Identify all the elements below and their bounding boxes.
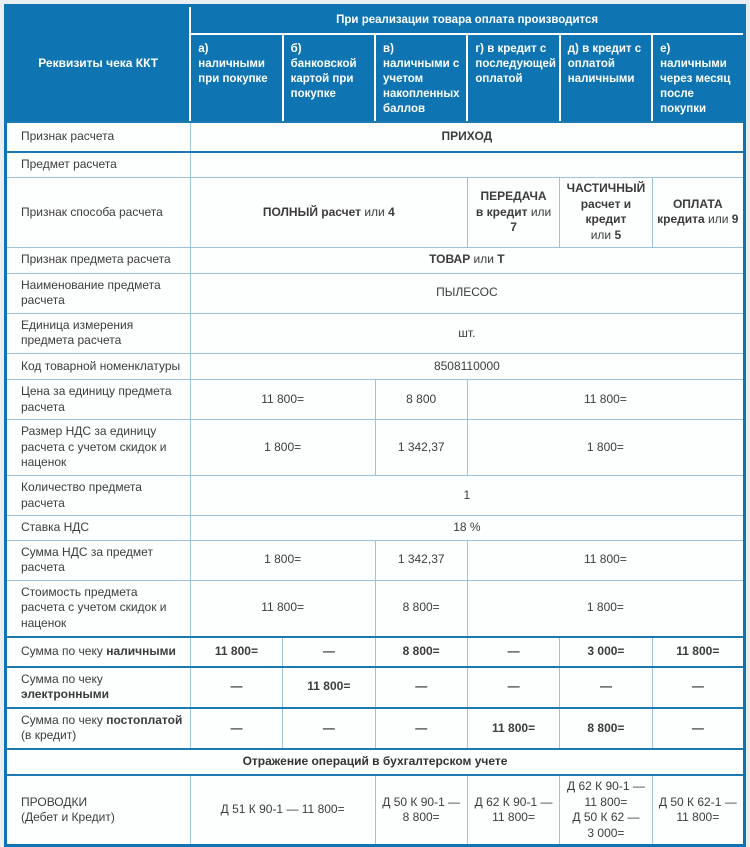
value-cell: — (375, 667, 467, 708)
value-cell: 1 800= (467, 580, 744, 636)
table-row-settlement-subject (6, 152, 745, 178)
value-cell: ПЕРЕДАЧА в кредит или 7 (467, 178, 559, 247)
value-cell: — (375, 708, 467, 749)
value-cell: Д 62 К 90-1 — 11 800= (467, 775, 559, 846)
value-cell: 11 800= (652, 637, 744, 667)
header-col-d: д) в кредит с оплатой наличными (560, 34, 652, 122)
table-row-postings (6, 775, 745, 846)
row-label: Сумма НДС за предмет расчета (6, 540, 191, 580)
table-row-unit-price (6, 379, 745, 419)
value-cell: 1 800= (467, 420, 744, 476)
row-label: Сумма по чеку электронными (6, 667, 191, 708)
table-row-settlement-attr (6, 122, 745, 152)
section-title: Отражение операций в бухгалтерском учете (6, 749, 745, 775)
header-col-e: е) наличными через месяц после покупки (652, 34, 744, 122)
table-row-vat-per-unit (6, 420, 745, 476)
table-row-total-electronic (6, 667, 745, 708)
value-cell: 1 (190, 475, 744, 515)
header-col-g: г) в кредит с последующей оплатой (467, 34, 559, 122)
row-label: Признак способа расчета (6, 178, 191, 247)
table-row-total-postpay (6, 708, 745, 749)
row-label: Сумма по чеку постоплатой (в кредит) (6, 708, 191, 749)
header-banner-row (6, 6, 745, 35)
table-row-subject-cost (6, 580, 745, 636)
table-row-nomenclature-code (6, 353, 745, 379)
value-cell: — (467, 637, 559, 667)
value-cell: 8508110000 (190, 353, 744, 379)
value-cell: ПОЛНЫЙ расчет или 4 (190, 178, 467, 247)
value-cell: Д 51 К 90-1 — 11 800= (190, 775, 375, 846)
value-cell: Д 62 К 90-1 — 11 800= Д 50 К 62 — 3 000= (560, 775, 652, 846)
header-col-a: а) наличными при покупке (190, 34, 282, 122)
row-label: Стоимость предмета расчета с учетом скидок и наценок (6, 580, 191, 636)
table-row-vat-rate (6, 516, 745, 541)
value-cell: Д 50 К 90-1 — 8 800= (375, 775, 467, 846)
value-cell: — (283, 708, 375, 749)
value-cell: — (560, 667, 652, 708)
value-cell: 1 800= (190, 540, 375, 580)
value-cell: 11 800= (190, 379, 375, 419)
row-label: Признак предмета расчета (6, 247, 191, 273)
kkt-receipt-table (4, 4, 746, 847)
value-cell: 8 800= (560, 708, 652, 749)
value-cell: 3 000= (560, 637, 652, 667)
value-cell: ТОВАР или Т (190, 247, 744, 273)
value-cell: ПРИХОД (190, 122, 744, 152)
value-cell: — (190, 667, 282, 708)
value-cell-empty (190, 152, 744, 178)
value-cell: шт. (190, 313, 744, 353)
value-cell: 11 800= (467, 379, 744, 419)
value-cell: 11 800= (467, 540, 744, 580)
table-row-quantity (6, 475, 745, 515)
header-col-v: в) наличными с учетом накопленных баллов (375, 34, 467, 122)
value-cell: 11 800= (283, 667, 375, 708)
row-label: Количество предмета расчета (6, 475, 191, 515)
value-cell: 8 800= (375, 580, 467, 636)
row-label: ПРОВОДКИ (Дебет и Кредит) (6, 775, 191, 846)
table-row-subject-name (6, 273, 745, 313)
table-row-accounting-section (6, 749, 745, 775)
value-cell: 11 800= (190, 580, 375, 636)
row-label: Ставка НДС (6, 516, 191, 541)
row-label: Наименование предмета расчета (6, 273, 191, 313)
row-label: Признак расчета (6, 122, 191, 152)
value-cell: ЧАСТИЧНЫЙ расчет и кредит или 5 (560, 178, 652, 247)
value-cell: 18 % (190, 516, 744, 541)
value-cell: — (283, 637, 375, 667)
value-cell: Д 50 К 62-1 — 11 800= (652, 775, 744, 846)
table-row-measure-unit (6, 313, 745, 353)
row-label: Предмет расчета (6, 152, 191, 178)
value-cell: ОПЛАТА кредита или 9 (652, 178, 744, 247)
row-label: Код товарной номенклатуры (6, 353, 191, 379)
row-label: Сумма по чеку наличными (6, 637, 191, 667)
table-row-vat-sum (6, 540, 745, 580)
value-cell: 1 342,37 (375, 420, 467, 476)
row-label: Единица измерения предмета расчета (6, 313, 191, 353)
table-row-subject-attr (6, 247, 745, 273)
value-cell: 8 800 (375, 379, 467, 419)
header-banner: При реализации товара оплата производится (190, 6, 744, 35)
value-cell: 1 342,37 (375, 540, 467, 580)
header-col-b: б) банковской картой при покупке (283, 34, 375, 122)
row-label: Цена за единицу предмета расчета (6, 379, 191, 419)
value-cell: 11 800= (467, 708, 559, 749)
value-cell: — (652, 708, 744, 749)
header-corner: Реквизиты чека ККТ (6, 6, 191, 122)
value-cell: 8 800= (375, 637, 467, 667)
value-cell: ПЫЛЕСОС (190, 273, 744, 313)
table-row-payment-method-attr (6, 178, 745, 247)
table-row-total-cash (6, 637, 745, 667)
value-cell: — (190, 708, 282, 749)
value-cell: 11 800= (190, 637, 282, 667)
value-cell: — (652, 667, 744, 708)
value-cell: — (467, 667, 559, 708)
value-cell: 1 800= (190, 420, 375, 476)
row-label: Размер НДС за единицу расчета с учетом скидок и наценок (6, 420, 191, 476)
